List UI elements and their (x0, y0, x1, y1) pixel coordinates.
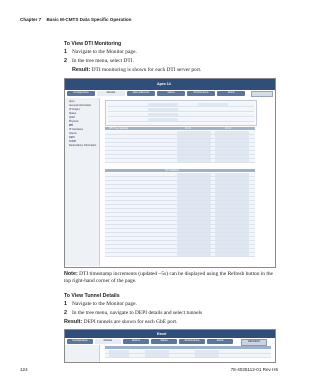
chapter-title: Basic M-CMTS Data Specific Operation (46, 17, 132, 22)
tree-item[interactable]: Physical (69, 120, 79, 123)
chapter-label: Chapter 7 (20, 17, 42, 22)
section-heading-tunnels: To View Tunnel Details (64, 293, 120, 299)
tab-alarms[interactable]: Alarms (123, 339, 149, 344)
form-row (108, 118, 254, 122)
result-label: Result: (72, 67, 91, 73)
page-number: 124 (20, 367, 28, 372)
note-text: DTI timestamp increments (updated ~5s) can be displayed using the Refresh button in the top right-hand corner of the page. (64, 271, 273, 284)
tab-configuration[interactable]: Configuration (67, 339, 93, 344)
step-number: 2 (64, 58, 67, 64)
port-1-header: Port 1 (185, 127, 192, 130)
page-header (20, 17, 132, 22)
step-text: In the tree menu, navigate to DEPI details and select tunnels (72, 310, 203, 316)
table-row (105, 253, 255, 257)
form-row (108, 113, 254, 117)
tree-menu (65, 345, 100, 362)
dti-stats-header (105, 169, 255, 172)
result-label: Result: (64, 319, 83, 325)
tab-status[interactable]: Status (157, 91, 185, 96)
tab-status[interactable]: Status (151, 339, 177, 344)
app-title: Excel (157, 332, 167, 336)
tab-about[interactable]: About (217, 91, 245, 96)
dti-settings-label: DTI Time Settings (109, 127, 128, 130)
tree-item[interactable]: General Information (69, 104, 92, 107)
form-row (108, 108, 254, 112)
tree-item[interactable]: Redundancy Information (69, 144, 97, 147)
step-2 (64, 310, 202, 316)
screenshot-depi-tunnels (64, 329, 276, 363)
step-number: 2 (64, 310, 67, 316)
table-row (105, 159, 255, 163)
tab-monitor[interactable]: Monitor (95, 339, 121, 344)
refresh-button[interactable]: REFRESH (241, 339, 267, 346)
tab-about[interactable]: About (207, 339, 233, 344)
tree-item[interactable]: IP Interfaces (69, 128, 83, 131)
step-text: Navigate to the Monitor page. (72, 301, 137, 307)
step-1 (64, 301, 137, 307)
app-topbar (65, 79, 275, 90)
tree-item[interactable]: IP Output (69, 108, 80, 111)
refresh-button[interactable] (251, 91, 273, 97)
tree-item[interactable]: SNMP (69, 140, 77, 143)
result-text: DEPI tunnels are shown for each GbE port. (83, 319, 178, 325)
tree-item[interactable]: Clients (69, 132, 77, 135)
tab-configuration[interactable]: Configuration (67, 91, 95, 96)
tree-menu (65, 98, 100, 266)
step-number: 1 (64, 301, 67, 307)
tab-performance[interactable]: Performance (187, 91, 215, 96)
step-text: Navigate to the Monitor page. (72, 49, 137, 55)
tree-item[interactable]: Apex (69, 100, 75, 103)
app-topbar (65, 330, 275, 338)
result-text: DTI monitoring is shown for each DTI server port. (91, 67, 202, 73)
section-heading-dti: To View DTI Monitoring (64, 41, 122, 47)
tab-monitor[interactable]: Monitor (97, 91, 125, 96)
result-line (64, 319, 177, 325)
step-2 (64, 58, 134, 64)
app-title: Apex 14 (157, 82, 171, 86)
tree-item[interactable]: QAM (69, 116, 75, 119)
screenshot-dti-monitor (64, 78, 276, 268)
note-label: Note: (64, 271, 78, 277)
document-id: 78-4025112-01 Rev H5 (230, 367, 278, 372)
step-number: 1 (64, 49, 67, 55)
note-paragraph (64, 271, 274, 285)
dti-stats-label: DTI Statistics (165, 169, 180, 172)
step-text: In the tree menu, select DTI. (72, 58, 134, 64)
tab-performance[interactable]: Performance (179, 339, 205, 344)
table-row (105, 354, 271, 358)
tree-item-dti[interactable]: DTI (69, 124, 74, 127)
upper-form (105, 100, 257, 126)
tab-alarms[interactable]: Alarms/Events (127, 91, 155, 96)
tunnel-table-header (105, 346, 271, 349)
result-line (72, 67, 201, 73)
form-row (108, 103, 254, 107)
tree-item[interactable]: Status (69, 112, 77, 115)
step-1 (64, 49, 137, 55)
port-2-header: Port 2 (225, 127, 232, 130)
dti-settings-header (105, 127, 255, 130)
tree-item[interactable]: DEPI (69, 136, 75, 139)
